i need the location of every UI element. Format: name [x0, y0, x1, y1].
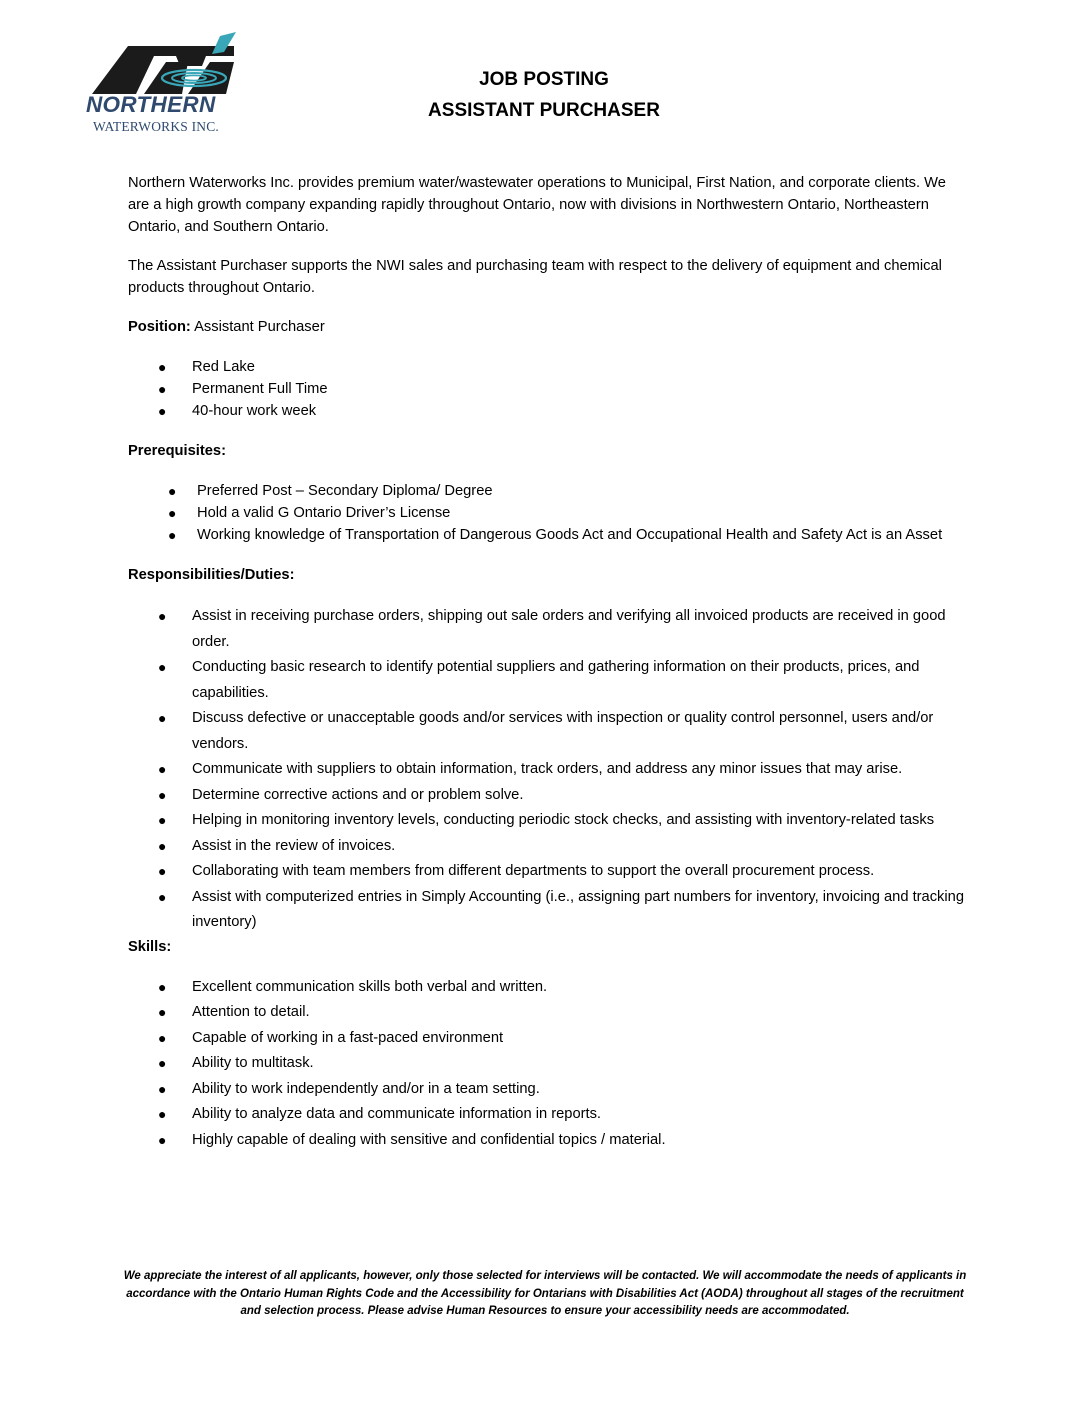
- bullet-icon: ●: [158, 608, 167, 624]
- document-title-line1: JOB POSTING: [479, 69, 609, 90]
- intro-paragraph-1: Northern Waterworks Inc. provides premium water/wastewater operations to Municipal, First Nation, and corporate clients. We are a high growth company expanding rapidly throughout Ontario, now with divisions in Northwestern Ontario, Northeastern Ontario, and Southern Ontario.: [128, 175, 946, 235]
- list-item: ● Permanent Full Time: [128, 378, 968, 400]
- prerequisites-list: [128, 480, 968, 546]
- list-item: ● Attention to detail.: [128, 1000, 968, 1026]
- position-label: Position:: [128, 319, 191, 335]
- prerequisites-heading: Prerequisites:: [128, 443, 226, 459]
- bullet-icon: ●: [158, 1106, 167, 1122]
- list-item: ● Determine corrective actions and or problem solve.: [128, 783, 968, 809]
- bullet-icon: ●: [158, 888, 167, 905]
- list-item: ● 40-hour work week: [128, 400, 968, 422]
- list-item: ● Preferred Post – Secondary Diploma/ Degree: [128, 480, 968, 502]
- list-item: ● Ability to analyze data and communicate information in reports.: [128, 1102, 968, 1128]
- bullet-icon: ●: [158, 761, 167, 777]
- responsibilities-heading: Responsibilities/Duties:: [128, 567, 295, 583]
- skills-heading: Skills:: [128, 938, 172, 955]
- bullet-icon: ●: [158, 1080, 167, 1097]
- bullet-icon: ●: [158, 1004, 167, 1020]
- document-title-line2: ASSISTANT PURCHASER: [428, 100, 660, 121]
- bullet-icon: ●: [158, 710, 167, 726]
- list-item: ● Assist in receiving purchase orders, shipping out sale orders and verifying all invoiced products are received in good order.: [128, 604, 968, 655]
- list-item: ● Assist in the review of invoices.: [128, 834, 968, 860]
- list-item: ● Assist with computerized entries in Simply Accounting (i.e., assigning part numbers for inventory, invoicing and tracking inventory): [128, 885, 968, 936]
- bullet-icon: ●: [158, 1029, 167, 1046]
- document-body: [128, 172, 968, 1153]
- list-item: ● Collaborating with team members from different departments to support the overall procurement process.: [128, 859, 968, 885]
- logo-subtitle: WATERWORKS INC.: [93, 119, 220, 134]
- bullet-icon: ●: [158, 786, 167, 803]
- position-value: Assistant Purchaser: [190, 319, 325, 335]
- bullet-icon: ●: [168, 527, 177, 543]
- bullet-icon: ●: [158, 1131, 167, 1148]
- bullet-icon: ●: [158, 812, 167, 828]
- bullet-icon: ●: [158, 1055, 167, 1071]
- intro-paragraph-2: The Assistant Purchaser supports the NWI sales and purchasing team with respect to the delivery of equipment and chemical products throughout Ontario.: [128, 258, 942, 296]
- bullet-icon: ●: [158, 359, 167, 375]
- accessibility-disclaimer: We appreciate the interest of all applicants, however, only those selected for interviews will be contacted. We will accommodate the needs of applicants in accordance with the Ontario Human Rights Code and the Accessibility for Ontarians with Disabilities Act (AODA) throughout all stages of the recruitment and selection process. Please advise Human Resources to ensure your accessibility needs are accommodated.: [123, 1270, 967, 1317]
- list-item: ● Highly capable of dealing with sensitive and confidential topics / material.: [128, 1128, 968, 1154]
- skills-list: [128, 975, 968, 1154]
- bullet-icon: ●: [158, 863, 167, 879]
- list-item: ● Excellent communication skills both verbal and written.: [128, 975, 968, 1001]
- bullet-icon: ●: [158, 837, 167, 854]
- list-item: ● Hold a valid G Ontario Driver’s License: [128, 502, 968, 524]
- list-item: ● Communicate with suppliers to obtain information, track orders, and address any minor issues that may arise.: [128, 757, 968, 783]
- bullet-icon: ●: [158, 381, 167, 397]
- bullet-icon: ●: [158, 403, 167, 419]
- position-list: [128, 356, 968, 422]
- list-item: ● Discuss defective or unacceptable goods and/or services with inspection or quality control personnel, users and/or vendors.: [128, 706, 968, 757]
- list-item: ● Red Lake: [128, 356, 968, 378]
- position-line: [128, 316, 968, 338]
- list-item: ● Ability to multitask.: [128, 1051, 968, 1077]
- list-item: ● Ability to work independently and/or in a team setting.: [128, 1077, 968, 1103]
- bullet-icon: ●: [168, 505, 177, 521]
- list-item: ● Helping in monitoring inventory levels, conducting periodic stock checks, and assisting with inventory-related tasks: [128, 808, 968, 834]
- responsibilities-list: [128, 604, 968, 936]
- logo-name: NORTHERN: [86, 92, 216, 117]
- bullet-icon: ●: [158, 978, 167, 995]
- bullet-icon: ●: [168, 483, 177, 499]
- list-item: ● Working knowledge of Transportation of Dangerous Goods Act and Occupational Health and Safety Act is an Asset: [128, 524, 968, 546]
- list-item: ● Capable of working in a fast-paced environment: [128, 1026, 968, 1052]
- bullet-icon: ●: [158, 659, 167, 675]
- list-item: ● Conducting basic research to identify potential suppliers and gathering information on their products, prices, and capabilities.: [128, 655, 968, 706]
